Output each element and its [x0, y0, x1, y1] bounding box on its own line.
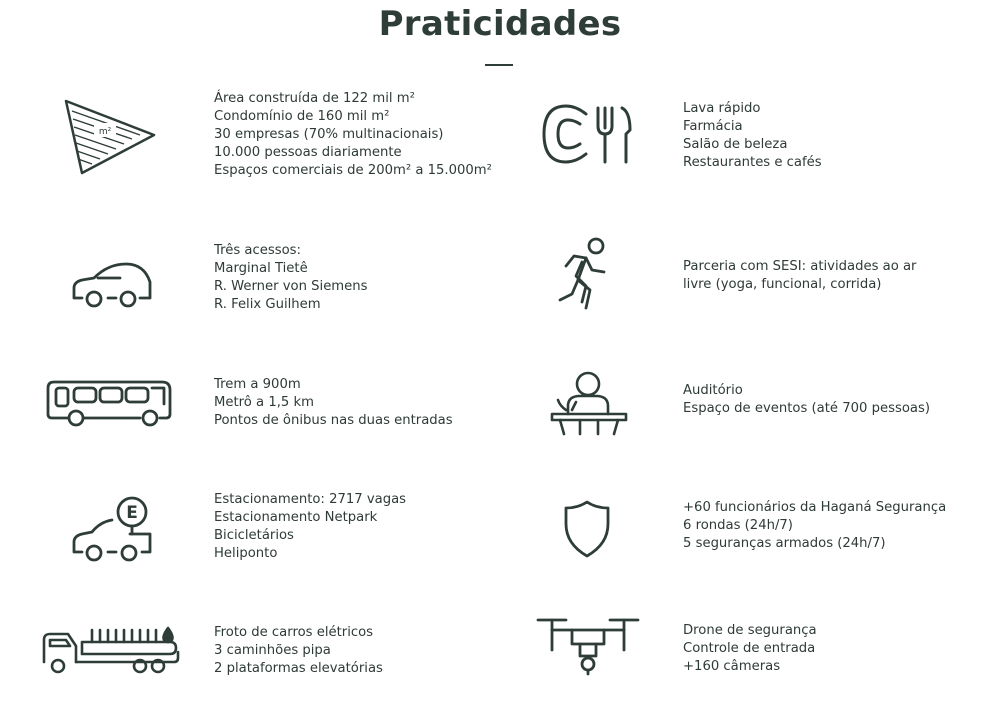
text-line: Condomínio de 160 mil m² [214, 109, 390, 124]
car-icon [68, 258, 156, 310]
text-line: 6 rondas (24h/7) [683, 518, 793, 533]
area-icon-label: m² [98, 127, 112, 137]
feature-parking-text [214, 491, 406, 563]
bus-icon [44, 374, 174, 430]
text-line: Trem a 900m [214, 377, 301, 392]
feature-services-text [683, 100, 822, 172]
text-line: Área construída de 122 mil m² [214, 91, 415, 106]
text-line: 3 caminhões pipa [214, 643, 331, 658]
text-line: Restaurantes e cafés [683, 155, 822, 170]
text-line: Salão de beleza [683, 137, 788, 152]
feature-transport-text [214, 376, 453, 430]
electric-icon-label: E [126, 503, 138, 523]
text-line: Parceria com SESI: atividades ao ar [683, 259, 917, 274]
feature-security-text [683, 499, 946, 553]
page-title: Praticidades [378, 4, 622, 44]
text-line: Heliponto [214, 546, 278, 561]
text-line: 30 empresas (70% multinacionais) [214, 127, 444, 142]
text-line: Pontos de ônibus nas duas entradas [214, 413, 453, 428]
text-line: R. Felix Guilhem [214, 297, 321, 312]
trucks-icon [40, 622, 182, 676]
text-line: Marginal Tietê [214, 261, 308, 276]
text-line: Metrô a 1,5 km [214, 395, 314, 410]
text-line: Froto de carros elétricos [214, 625, 374, 640]
feature-auditorium-text [683, 382, 930, 418]
title-divider [485, 64, 513, 66]
text-line: Auditório [683, 383, 743, 398]
feature-drone-text [683, 622, 817, 676]
text-line: Bicicletários [214, 528, 294, 543]
feature-area-text [214, 90, 492, 180]
text-line: Lava rápido [683, 101, 761, 116]
text-line: 5 seguranças armados (24h/7) [683, 536, 886, 551]
text-line: Espaços comerciais de 200m² a 15.000m² [214, 163, 492, 178]
text-line: Estacionamento: 2717 vagas [214, 492, 407, 507]
restaurant-icon [540, 104, 634, 166]
area-m2-icon [60, 95, 160, 179]
feature-access-text [214, 242, 368, 314]
electric-car-icon [68, 494, 158, 564]
shield-icon [562, 500, 612, 558]
text-line: +60 funcionários da Haganá Segurança [683, 500, 947, 515]
speaker-podium-icon [548, 370, 630, 436]
text-line: +160 câmeras [683, 659, 781, 674]
text-line: 10.000 pessoas diariamente [214, 145, 402, 160]
text-line: 2 plataformas elevatórias [214, 661, 383, 676]
feature-sport-text [683, 258, 916, 294]
text-line: Estacionamento Netpark [214, 510, 378, 525]
drone-icon [536, 614, 640, 686]
text-line: Três acessos: [214, 243, 301, 258]
feature-fleet-text [214, 624, 383, 678]
text-line: Farmácia [683, 119, 743, 134]
text-line: Espaço de eventos (até 700 pessoas) [683, 401, 930, 416]
text-line: Drone de segurança [683, 623, 817, 638]
text-line: R. Werner von Siemens [214, 279, 368, 294]
text-line: livre (yoga, funcional, corrida) [683, 277, 882, 292]
runner-icon [556, 236, 608, 318]
text-line: Controle de entrada [683, 641, 816, 656]
